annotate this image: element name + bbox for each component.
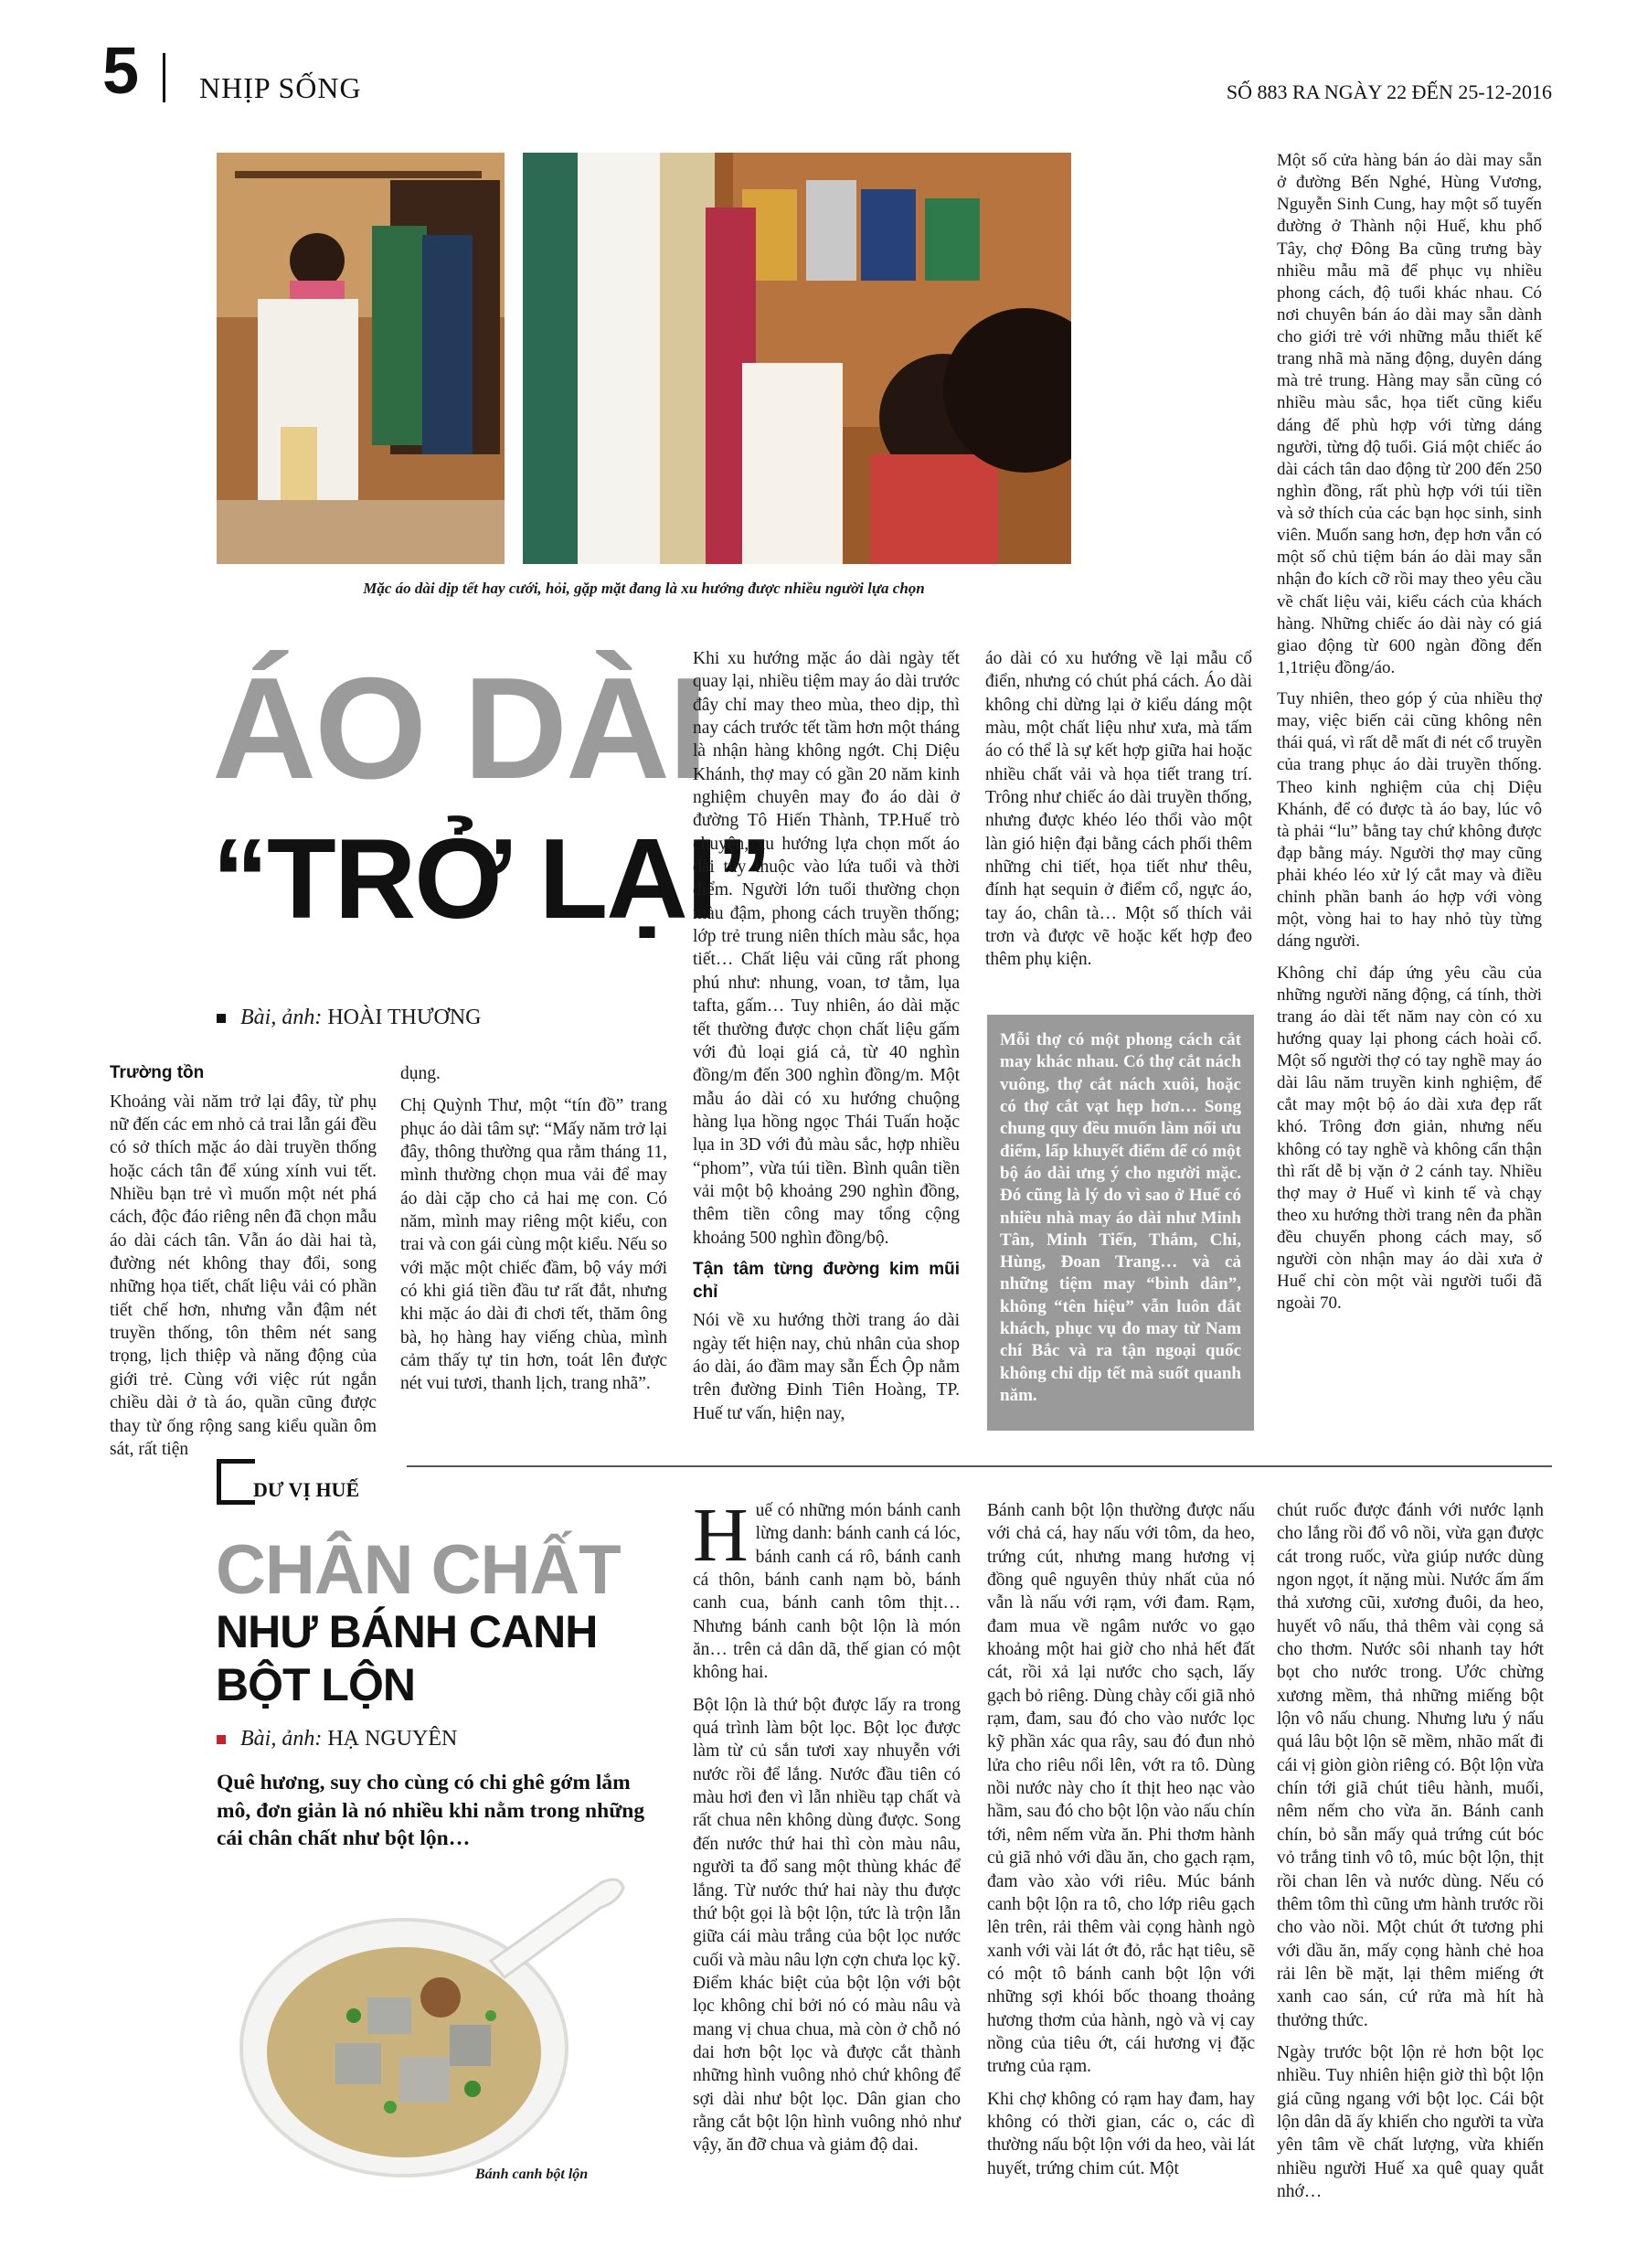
header-divider xyxy=(163,53,165,102)
paragraph: Tuy nhiên, theo góp ý của nhiều thợ may, việc biến cải cũng không nên thái quá, vì rất dễ mất đi nét cổ truyền của trang phục áo dài truyền thống. Theo kinh nghiệm của chị Diệu Khánh, để có được tà áo bay, lúc vô tà phải “lu” bằng tay chứ không được đạp bằng máy. Người thợ may cũng phải khéo léo xử lý cắt may và điều chỉnh phần banh áo hợp với vòng một, vòng hai to hay nhỏ tùy từng dáng người. xyxy=(1277,689,1542,952)
article2-byline xyxy=(217,1727,457,1752)
page-number: 5 xyxy=(102,35,140,108)
paragraph-text: uế có những món bánh canh lừng danh: bánh canh cá lóc, bánh canh cá rô, bánh canh cá thôn, bánh canh nạm bò, bánh canh cua, bánh canh tôm thịt… Nhưng bánh canh bột lộn là món ăn… trên cả dân dã, thế gian có một không hai. xyxy=(693,1501,961,1683)
paragraph: dụng. xyxy=(400,1064,441,1083)
issue-info: SỐ 883 RA NGÀY 22 ĐẾN 25-12-2016 xyxy=(1226,80,1552,103)
section-label-box xyxy=(217,1459,255,1505)
drop-cap: H xyxy=(693,1493,749,1578)
paragraph: Một số cửa hàng bán áo dài may sẵn ở đường Bến Nghé, Hùng Vương, Nguyễn Sinh Cung, hay một số tuyến đường ở Thành nội Huế, khu phố Tây, chợ Đông Ba cũng trưng bày nhiều mẫu mã để phục vụ nhiều phong cách, độ tuổi khác nhau. Có nơi chuyên bán áo dài may sẵn dành cho giới trẻ với những mẫu thiết kế trang nhã mà năng động, duyên dáng mà trẻ trung. Hàng may sẵn cũng có nhiều màu sắc, họa tiết cũng kiểu dáng để phù hợp với từng dáng người, từng độ tuổi. Giá một chiếc áo dài cách tân dao động từ 200 đến 250 nghìn đồng, rất phù hợp với túi tiền và sở thích của các bạn học sinh, sinh viên. Muốn sang hơn, đẹp hơn vẫn có một số chủ tiệm bán áo dài may sẵn nhận đo kích cỡ rồi may theo yêu cầu về chất liệu vải, kiểu cách của khách hàng. Những chiếc áo dài này có giá giao động từ 600 ngàn đồng đến 1,1triệu đồng/áo. xyxy=(1277,151,1542,677)
subhead-tan-tam: Tận tâm từng đường kim mũi chỉ xyxy=(693,1259,960,1302)
article-title-line1: ÁO DÀI xyxy=(212,648,707,809)
photo-ao-dai-left xyxy=(217,153,505,564)
article1-column-3 xyxy=(693,647,960,1434)
paragraph: áo dài có xu hướng về lại mẫu cổ điển, nhưng có chút phá cách. Áo dài không chỉ dừng lại ở kiểu dáng một màu, một chất liệu như xưa, mà tấm áo có thể là sự kết hợp giữa hai hoặc nhiều chất vải và họa tiết trang trí. Trông như chiếc áo dài truyền thống, nhưng được khéo léo thổi vào một làn gió hiện đại bằng cách phối thêm những chi tiết, họa tiết như thêu, đính hạt sequin ở điểm cổ, ngực áo, tay áo, chân tà… Một số thích vải trơn và được vẽ hoặc kết hợp đeo thêm phụ kiện. xyxy=(985,649,1252,970)
article2-column-3 xyxy=(1277,1499,1544,2212)
article1-column-1 xyxy=(110,1062,377,1470)
photo-ao-dai-right xyxy=(523,153,1071,564)
article2-column-2 xyxy=(987,1499,1255,2189)
paragraph: Khi chợ không có rạm hay đam, hay không có thời gian, các o, các dì thường nấu bột lộn với da heo, vài lát huyết, trứng chim cút. Một xyxy=(987,2089,1255,2178)
byline-author: HOÀI THƯƠNG xyxy=(327,1006,482,1029)
article2-title-line2: NHƯ BÁNH CANH xyxy=(216,1606,598,1657)
article1-column-2 xyxy=(400,1062,667,1405)
paragraph: Không chỉ đáp ứng yêu cầu của những người năng động, cá tính, thời trang áo dài tết năm nay còn có xu hướng quay lại phong cách hoài cổ. Một số người thợ có tay nghề may áo dài lâu năm truyền kinh nghiệm, để cắt may một bộ áo dài xưa đẹp rất khó. Trông đơn giản, nhưng nếu không có tay nghề và không cẩn thận thì rất dễ bị vặn ở 2 cánh tay. Nhiều thợ may ở Huế vì kinh tế và chạy theo xu hướng thời trang nên đa phần đều chuyển phong cách may, số người còn nhận may áo dài xưa ở Huế chỉ còn một vài người tuổi đã ngoài 70. xyxy=(1277,963,1542,1314)
article2-sapo: Quê hương, suy cho cùng có chi ghê gớm lắm mô, đơn giản là nó nhiều khi nằm trong những cái chân chất như bột lộn… xyxy=(217,1771,645,1851)
paragraph: Bột lộn là thứ bột được lấy ra trong quá trình làm bột lọc. Bột lọc được làm từ củ sắn tươi xay nhuyễn với nước rồi để lắng. Nước đầu tiên có màu hơi đen vì lẫn nhiều tạp chất và rất chua nên không dùng được. Song đến nước thứ hai thì còn màu nâu, người ta đổ sang một thùng khác để lắng. Từ nước thứ hai này thu được thứ bột gọi là bột lộn, tức là trộn lẫn giữa cái màu trắng của bột lọc nước cuối và màu nâu lợn cợn chưa lọc kỹ. Điểm khác biệt của bột lộn với bột lọc không chỉ bởi nó có màu nâu và mang vị chua chua, mà còn ở chỗ nó dai hơn bột lọc và được cắt thành những hình vuông nhỏ chứ không để sợi dài như bột lọc. Dân gian cho rằng cắt bột lộn hình vuông nhỏ như vậy, ăn đỡ chua và giảm độ dai. xyxy=(693,1695,961,2156)
article-title-line2: “TRỞ LẠI” xyxy=(212,816,771,942)
paragraph: Bánh canh bột lộn thường được nấu với chả cá, hay nấu với tôm, da heo, trứng cút, nhưng mang hương vị đồng quê nguyên thủy nhất của nó vẫn là nấu với rạm, với đam. Rạm, đam mua về ngâm nước vo gạo khoảng một hai giờ cho nhả hết đất cát, rồi xả lại nước cho sạch, lấy gạch bỏ riêng. Dùng chày cối giã nhỏ rạm, đam, sau đó cho vào nước lọc kỹ phần xác qua rây, sau đó đun nhỏ lửa cho riêu nổi lên, vớt ra tô. Dùng nồi nước này cho ít thịt heo nạc vào hầm, sau đó cho bột lộn vào nấu chín tới, nêm nếm vừa ăn. Phi thơm hành củ giã nhỏ với dầu ăn, cho gạch rạm, đam vào xào với riêu. Múc bánh canh bột lộn ra tô, cho lớp riêu gạch lên trên, rải thêm vài cọng hành ngò xanh với vài lát ớt đỏ, rắc hạt tiêu, sẽ có một tô bánh canh bột lộn với những sợi khói bốc thoang thoảng hương thơm của hành, ngò và vị cay nồng của tiêu ớt, cái hương vị đặc trưng của rạm. xyxy=(987,1501,1255,2077)
article2-title-line1: CHÂN CHẤT xyxy=(216,1531,621,1609)
section-label: DƯ VỊ HUẾ xyxy=(253,1478,360,1501)
byline-bullet xyxy=(217,1735,226,1744)
article-divider xyxy=(407,1465,1552,1467)
subhead-truong-ton: Trường tồn xyxy=(110,1063,205,1082)
paragraph: Ngày trước bột lộn rẻ hơn bột lọc nhiều. Tuy nhiên hiện giờ thì bột lộn giá cũng ngang với bột lọc. Cái bột lộn dân dã ấy khiến cho người ta vừa yên tâm về chất lượng, vừa khiến nhiều người Huế xa quê quay quắt nhớ… xyxy=(1277,2042,1544,2201)
paragraph: Khi xu hướng mặc áo dài ngày tết quay lại, nhiều tiệm may áo dài trước đây chỉ may theo mùa, theo dịp, thì nay cách trước tết tầm hơn một tháng là nhận hàng không ngớt. Chị Diệu Khánh, thợ may có gần 20 năm kinh nghiệm chuyên may đo áo dài ở đường Tô Hiến Thành, TP.Huế trò chuyện, xu hướng lựa chọn mốt áo dài tùy thuộc vào lứa tuổi và thời điểm. Người lớn tuổi thường chọn màu đậm, phong cách truyền thống; lớp trẻ trung niên thích màu sắc, họa tiết… Chất liệu vải cũng rất phong phú như: nhung, voan, tơ tằm, lụa tafta, gấm… Tuy nhiên, áo dài mặc tết thường được chọn chất liệu gấm với đủ loại giá cả, từ 40 nghìn đồng/m đến 300 nghìn đồng/m. Một mẫu áo dài có xu hướng chuộng hàng lụa hồng ngọc Thái Tuấn hoặc lụa in 3D với đủ màu sắc, hợp nhiều “phom”, vừa túi tiền. Bình quân tiền vải một bộ khoảng 290 nghìn đồng, thêm tiền công may tổng cộng khoảng 500 nghìn đồng/bộ. xyxy=(693,649,960,1248)
photo-caption-banh-canh: Bánh canh bột lộn xyxy=(475,2167,589,2182)
byline-label: Bài, ảnh: xyxy=(240,1006,323,1029)
photo-banh-canh xyxy=(217,1860,655,2180)
article1-column-4 xyxy=(985,647,1252,981)
byline xyxy=(217,1006,482,1030)
article2-title-line3: BỘT LỘN xyxy=(216,1659,415,1710)
paragraph xyxy=(693,1493,961,1685)
section-name: NHỊP SỐNG xyxy=(199,71,362,104)
paragraph: chút ruốc được đánh với nước lạnh cho lắng rồi đổ vô nồi, vừa gạn được cát trong ruốc, vừa giúp nước dùng ngon ngọt, ít nặng mùi. Nước ấm ấm thả xương cũi, xương đuôi, da heo, huyết vô nấu, thả thêm vài cọng sả cho thơm. Nước sôi nhanh tay hớt bọt cho nước trong. Ước chừng xương mềm, thả những miếng bột lộn vô nấu chung. Nhưng lưu ý nấu quá lâu bột lộn sẽ mềm, nhão mất đi cái vị giòn giòn riêng có. Bột lộn vừa chín tới giã chút tiêu hành, muối, nêm nếm cho vừa ăn. Bánh canh chín, bỏ sẵn mấy quả trứng cút bóc vỏ trắng tinh vô tô, múc bột lộn, thịt rồi chan lên và nước dùng. Nếu có thêm tôm thì cũng ưm hành trước rồi cho vào nồi. Một chút ớt tương phi với dầu ăn, mấy cọng hành chẻ hoa rải lên bề mặt, lại thêm miếng ớt xanh cao sán, cứ rửa mà hít hà thưởng thức. xyxy=(1277,1501,1544,2030)
paragraph: Chị Quỳnh Thư, một “tín đồ” trang phục áo dài tâm sự: “Mấy năm trở lại đây, thông thường qua rằm tháng 11, mình thường chọn mua vải để may áo dài cặp cho cả hai mẹ con. Có năm, mình may riêng một kiểu, con trai và con gái cùng một kiểu. Nếu so với mặc một chiếc đầm, bộ váy mới có khi giá tiền đầu tư rất đắt, nhưng khi mặc áo dài đi chơi tết, thăm ông bà, họ hàng hay viếng chùa, mình cảm thấy tự tin hơn, toát lên được nét vui tươi, thanh lịch, trang nhã”. xyxy=(400,1096,667,1394)
byline-label: Bài, ảnh: xyxy=(240,1727,323,1751)
paragraph: Nói về xu hướng thời trang áo dài ngày tết hiện nay, chủ nhân của shop áo dài, áo đầm may sẵn Ếch Ộp nằm trên đường Đinh Tiên Hoàng, TP. Huế tư vấn, hiện nay, xyxy=(693,1311,960,1423)
photo-caption: Mặc áo dài dịp tết hay cưới, hỏi, gặp mặt đang là xu hướng được nhiều người lựa chọn xyxy=(363,580,925,597)
article2-column-1 xyxy=(693,1493,961,2167)
paragraph: Khoảng vài năm trở lại đây, từ phụ nữ đến các em nhỏ cả trai lẫn gái đều có sở thích mặc áo dài truyền thống hoặc cách tân để xúng xính vui tết. Nhiều bạn trẻ vì muốn một nét phá cách, độc đáo riêng nên đã chọn mẫu áo dài cách tân. Vẫn áo dài hai tà, đường nét không thay đổi, song những họa tiết, chất liệu vải có phần tiết chế hơn, nhưng vẫn đậm nét truyền thống, tôn thêm nét sang trọng, lịch thiệp và năng động của giới trẻ. Cùng với việc rút ngắn chiều dài ở tà áo, quần cũng được thay từ ống rộng sang kiểu quần ôm sát, rất tiện xyxy=(110,1091,377,1459)
pull-quote-box: Mỗi thợ có một phong cách cắt may khác nhau. Có thợ cắt nách vuông, thợ cắt nách xuôi, hoặc có thợ cắt vạt hẹp hơn… Song chung quy đều muốn làm nổi ưu điểm, lấp khuyết điểm để có một bộ áo dài ưng ý cho người mặc. Đó cũng là lý do vì sao ở Huế có nhiều nhà may áo dài như Minh Tân, Minh Tiến, Thắm, Chi, Hùng, Đoan Trang… và cả những tiệm may “bình dân”, không “tên hiệu” vẫn luôn đắt khách, phục vụ đo may từ Nam chí Bắc và ra tận ngoại quốc không chỉ dịp tết mà suốt quanh năm. xyxy=(987,1015,1254,1431)
byline-author: HẠ NGUYÊN xyxy=(327,1727,458,1751)
byline-bullet xyxy=(217,1014,226,1023)
article1-column-5 xyxy=(1277,150,1542,1325)
